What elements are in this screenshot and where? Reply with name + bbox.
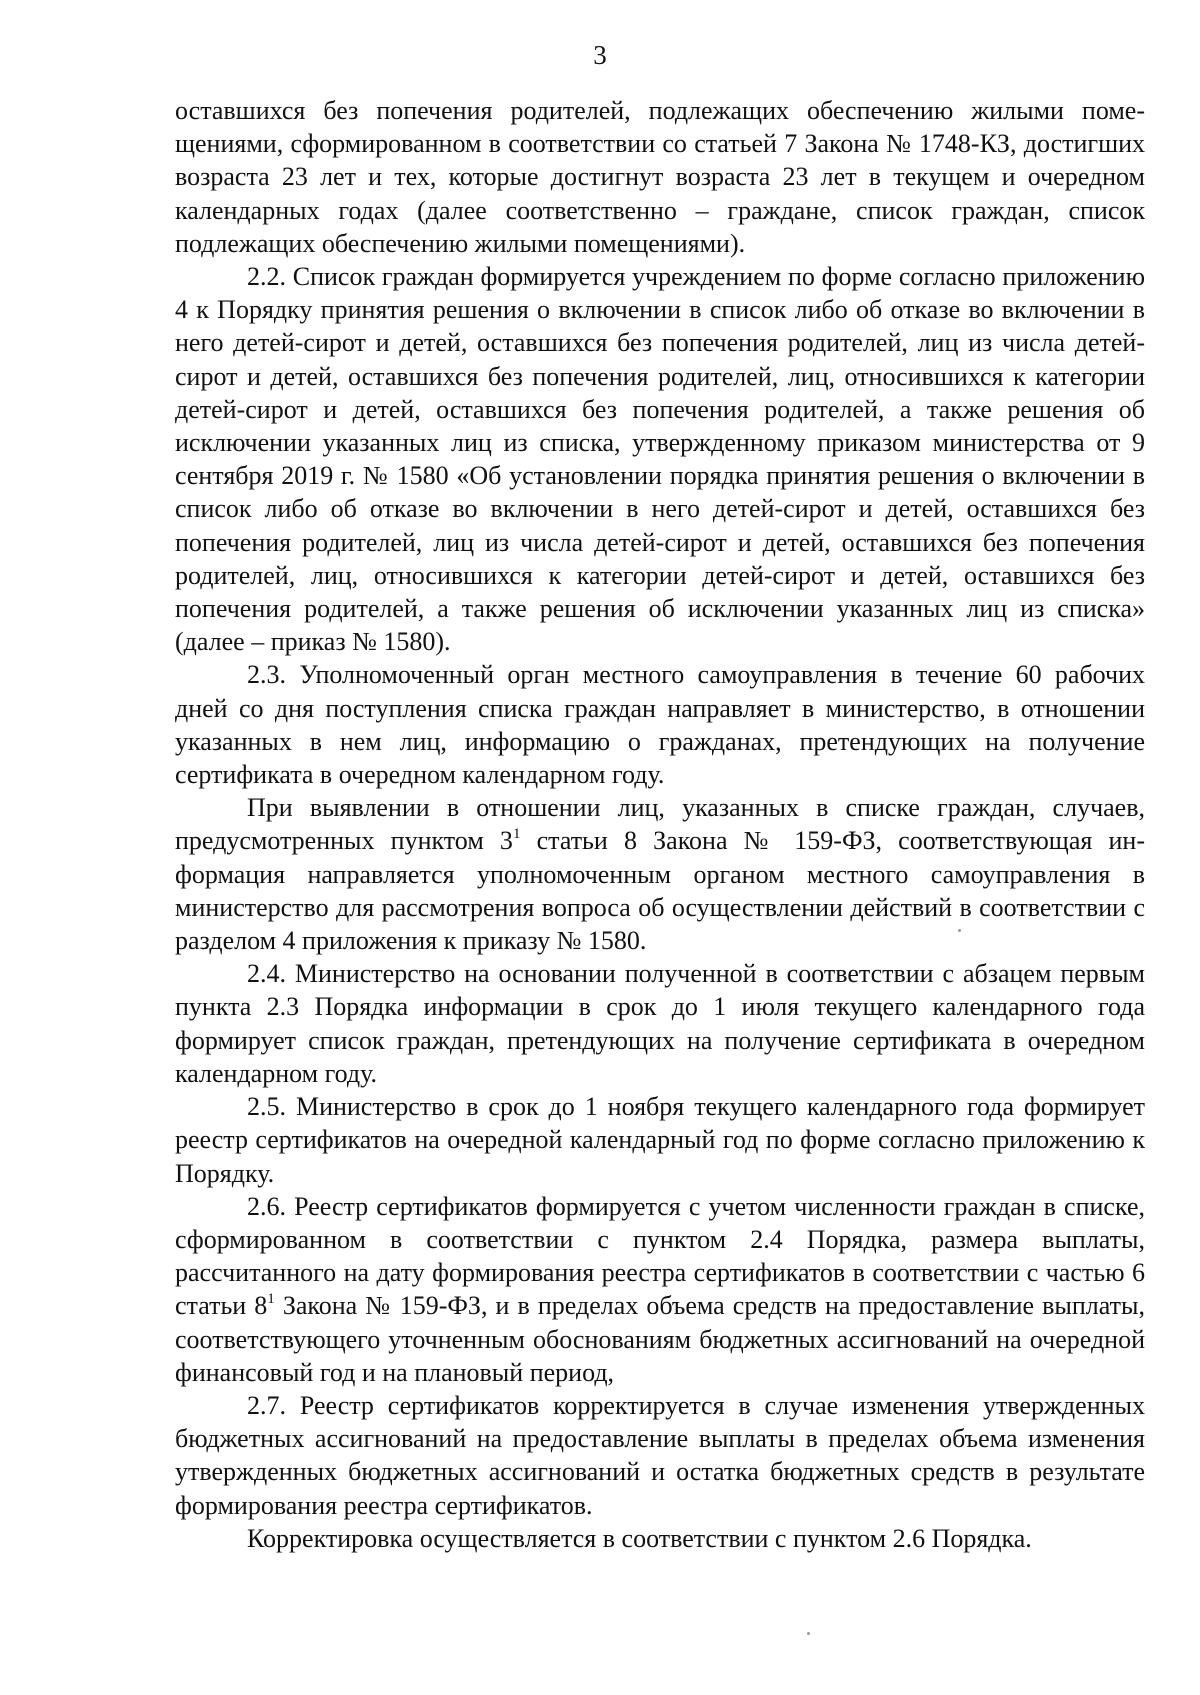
paragraph-text: Закона № 159-ФЗ, и в пределах объема средств на предоставление выплаты, соответствующего уточненным обоснованиям бюджетных ассигнований на очередной финансовый год и на плановый период,: [175, 1291, 1145, 1387]
paragraph-continuation: [175, 94, 1145, 260]
paragraph-correction: [175, 1522, 1145, 1555]
page-number: 3: [593, 40, 607, 70]
paragraph-text: оставшихся без попечения родителей, подлежащих обеспечению жилыми помещениями, сформированном в соответствии со статьей 7 Закона № 1748-КЗ, достигших возраста 23 лет и тех, которые достигнут возраста 23 лет в текущем и очередном календарных годах (далее соответственно – граждане, список граждан, список подлежащих обеспечению жилыми помещениями).: [175, 96, 1145, 258]
superscript: 1: [512, 826, 521, 843]
paragraph-text: 2.4. Министерство на основании полученной в соответствии с абзацем первым пункта 2.3 Порядка информации в срок до 1 июля текущего календарного года формирует список граждан, претендующих на получение сертификата в очередном календарном году.: [175, 959, 1145, 1088]
scan-speck: [958, 929, 961, 932]
scan-speck: [807, 1632, 810, 1635]
paragraph-2-7: [175, 1389, 1145, 1522]
paragraph-text: 2.7. Реестр сертификатов корректируется в случае изменения утвержденных бюджетных ассигнований на предоставление выплаты в пределах объема изменения утвержденных бюджетных ассигнований и остатка бюджетных средств в результате формирования реестра сертификатов.: [175, 1390, 1145, 1520]
paragraph-2-4: [175, 957, 1145, 1090]
document-body: [175, 94, 1145, 1555]
paragraph-text: При выявлении в отношении лиц, указанных в списке граждан, случаев, предусмотренных пунктом 3: [175, 793, 1145, 856]
paragraph-text: 2.2. Список граждан формируется учреждением по форме согласно приложению 4 к Порядку принятия решения о включении в список либо об отказе во включении в него детей-сирот и детей, оставшихся без попечения родителей, лиц из числа детей-сирот и детей, оставшихся без попечения родителей, лиц, относившихся к категории детей-сирот и детей, оставшихся без попечения родителей, а также решения об исключении указанных лиц из списка, утвержденному приказом министерства от 9 сентября 2019 г. № 1580 «Об установлении порядка принятия решения о включении в список либо об отказе во включении в него детей-сирот и детей, оставшихся без попечения родителей, лиц из числа детей-сирот и детей, оставшихся без попечения родителей, лиц, относившихся к категории детей-сирот и детей, оставшихся без попечения родителей, а также решения об исключении указанных лиц из списка» (далее – приказ № 1580).: [175, 262, 1145, 657]
paragraph-text: Корректировка осуществляется в соответствии с пунктом 2.6 Порядка.: [247, 1523, 1032, 1553]
paragraph-text: статьи 8 Закона № 159-ФЗ, соответствующая информация направляется уполномоченным органом местного самоуправления в министерство для рассмотрения вопроса об осуществлении действий в соответствии с разделом 4 приложения к приказу № 1580.: [175, 826, 1145, 956]
paragraph-text: 2.3. Уполномоченный орган местного самоуправления в течение 60 рабочих дней со дня поступления списка граждан направляет в министерство, в отношении указанных в нем лиц, информацию о гражданах, претендующих на получение сертификата в очередном календарном году.: [175, 660, 1145, 790]
paragraph-2-2: [175, 260, 1145, 658]
paragraph-2-5: [175, 1090, 1145, 1190]
paragraph-2-3: [175, 658, 1145, 791]
paragraph-text: 2.6. Реестр сертификатов формируется с учетом численности граждан в списке, сформированном в соответствии с пунктом 2.4 Порядка, размера выплаты, рассчитанного на дату формирования реестра сертификатов в соответствии с частью 6 статьи 8: [175, 1191, 1145, 1321]
paragraph-identification: [175, 791, 1145, 957]
paragraph-text: 2.5. Министерство в срок до 1 ноября текущего календарного года формирует реестр сертификатов на очередной календарный год по форме согласно приложению к Порядку.: [175, 1092, 1145, 1188]
paragraph-2-6: [175, 1190, 1145, 1389]
superscript: 1: [267, 1291, 275, 1308]
